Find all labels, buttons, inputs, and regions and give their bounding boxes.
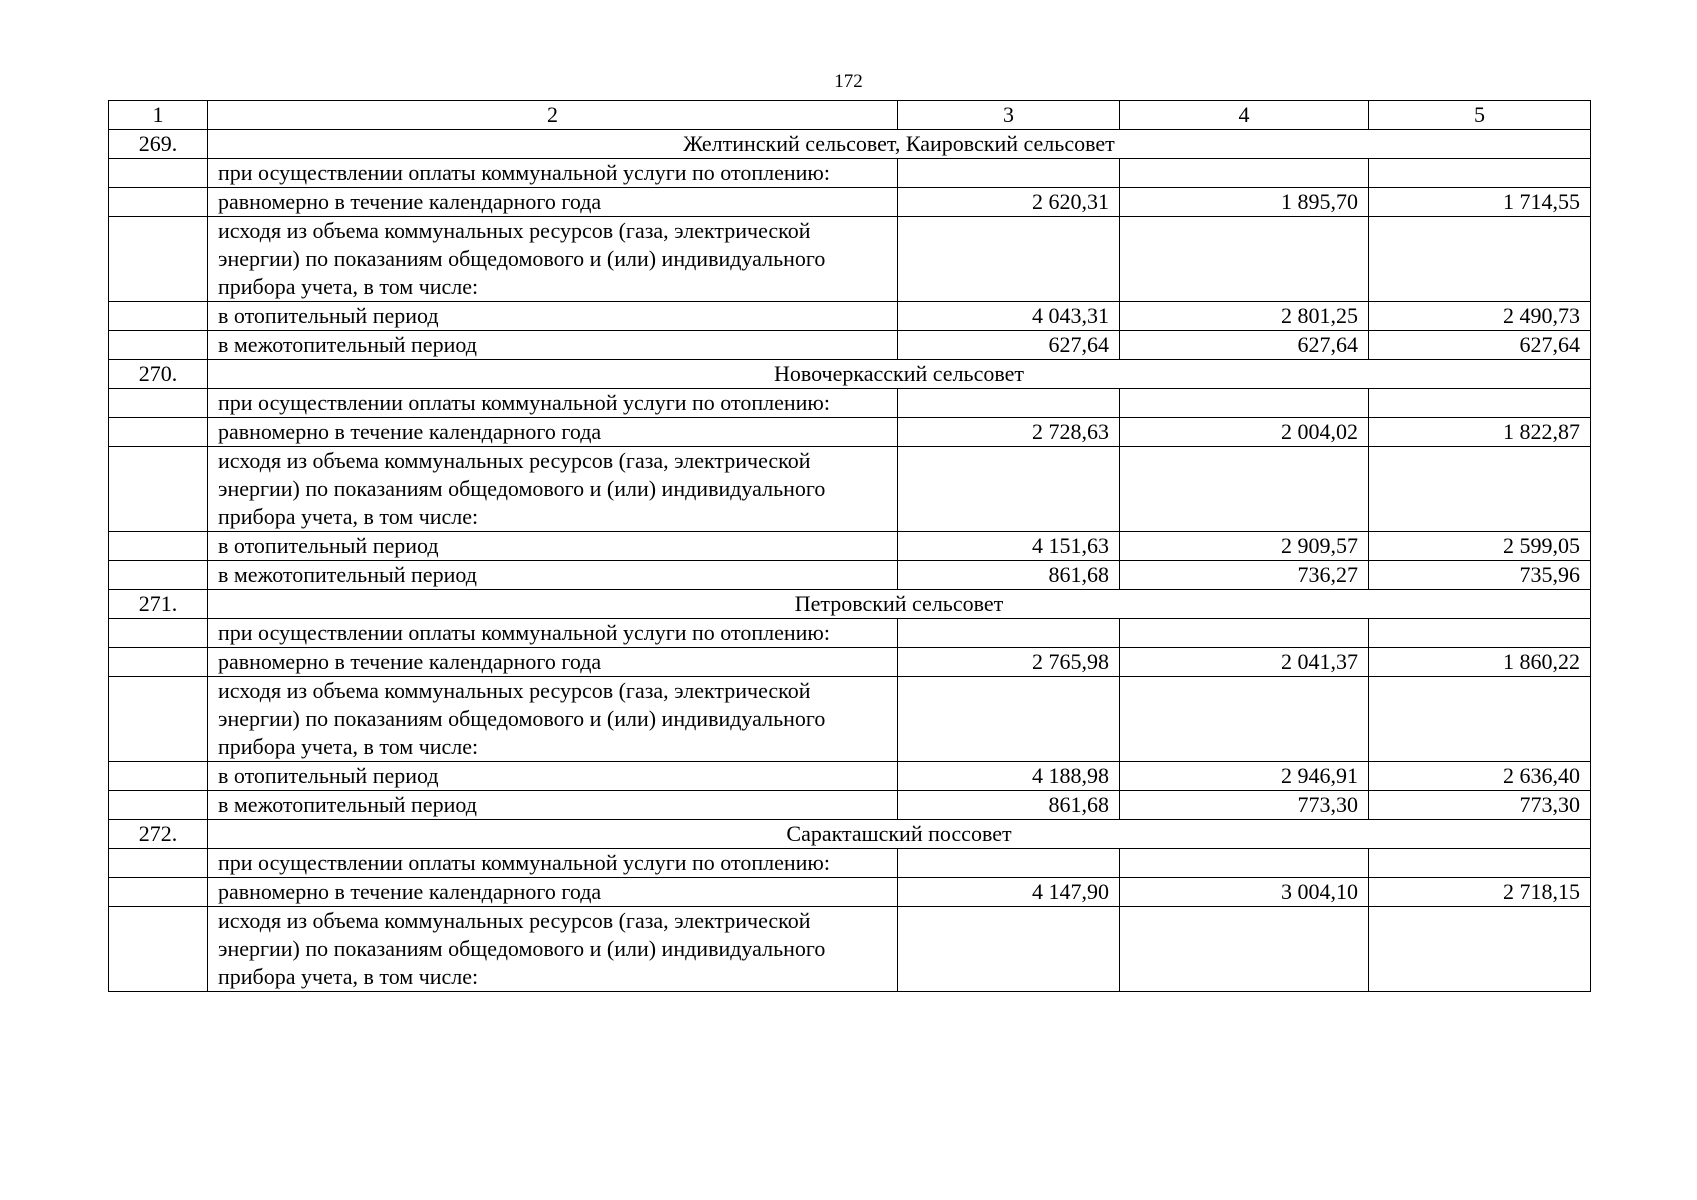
value-col-3: [898, 159, 1120, 188]
value-col-4: [1120, 159, 1369, 188]
table-row: [109, 159, 1591, 188]
table-row: [109, 217, 1591, 302]
value-col-4: [1120, 677, 1369, 762]
table-row: [109, 791, 1591, 820]
row-number-cell: [109, 849, 208, 878]
value-col-3: 4 188,98: [898, 762, 1120, 791]
row-number-cell: [109, 331, 208, 360]
value-col-5: 2 599,05: [1369, 532, 1591, 561]
value-col-3: [898, 447, 1120, 532]
table-row: [109, 619, 1591, 648]
row-description: исходя из объема коммунальных ресурсов (газа, электрической энергии) по показаниям общедомового и (или) индивидуального прибора учета, в том числе:: [208, 677, 898, 762]
table-row: [109, 677, 1591, 762]
row-number-cell: [109, 762, 208, 791]
row-number-cell: [109, 791, 208, 820]
table-row: [109, 447, 1591, 532]
value-col-5: [1369, 447, 1591, 532]
value-col-4: [1120, 217, 1369, 302]
row-description: в межотопительный период: [208, 331, 898, 360]
value-col-3: 2 765,98: [898, 648, 1120, 677]
page-number: 172: [834, 71, 863, 92]
value-col-5: [1369, 217, 1591, 302]
value-col-4: 2 004,02: [1120, 418, 1369, 447]
column-number-row: [109, 101, 1591, 130]
value-col-5: 773,30: [1369, 791, 1591, 820]
value-col-3: [898, 677, 1120, 762]
table-row: [109, 762, 1591, 791]
value-col-5: [1369, 907, 1591, 992]
row-number-cell: [109, 648, 208, 677]
value-col-4: 2 946,91: [1120, 762, 1369, 791]
row-description: в отопительный период: [208, 762, 898, 791]
row-description: равномерно в течение календарного года: [208, 418, 898, 447]
table-row: [109, 389, 1591, 418]
section-title: Новочеркасский сельсовет: [208, 360, 1591, 389]
value-col-3: [898, 849, 1120, 878]
section-number: 269.: [109, 130, 208, 159]
value-col-4: 773,30: [1120, 791, 1369, 820]
table-body: [109, 101, 1591, 992]
value-col-5: 2 718,15: [1369, 878, 1591, 907]
row-description: при осуществлении оплаты коммунальной услуги по отоплению:: [208, 849, 898, 878]
value-col-3: 2 728,63: [898, 418, 1120, 447]
row-description: при осуществлении оплаты коммунальной услуги по отоплению:: [208, 619, 898, 648]
value-col-5: [1369, 619, 1591, 648]
row-description: при осуществлении оплаты коммунальной услуги по отоплению:: [208, 389, 898, 418]
table-row: [109, 331, 1591, 360]
table-row: [109, 561, 1591, 590]
value-col-5: [1369, 849, 1591, 878]
table-row: [109, 418, 1591, 447]
section-title: Петровский сельсовет: [208, 590, 1591, 619]
value-col-4: 3 004,10: [1120, 878, 1369, 907]
table-row: [109, 188, 1591, 217]
value-col-3: 861,68: [898, 561, 1120, 590]
row-number-cell: [109, 389, 208, 418]
row-number-cell: [109, 532, 208, 561]
section-header-row: [109, 590, 1591, 619]
row-number-cell: [109, 878, 208, 907]
table-row: [109, 907, 1591, 992]
column-header-5: 5: [1369, 101, 1591, 130]
row-description: равномерно в течение календарного года: [208, 648, 898, 677]
row-number-cell: [109, 188, 208, 217]
value-col-5: [1369, 677, 1591, 762]
table-row: [109, 302, 1591, 331]
value-col-5: [1369, 159, 1591, 188]
column-header-3: 3: [898, 101, 1120, 130]
value-col-4: 627,64: [1120, 331, 1369, 360]
section-number: 270.: [109, 360, 208, 389]
row-number-cell: [109, 159, 208, 188]
value-col-4: [1120, 389, 1369, 418]
value-col-3: 4 147,90: [898, 878, 1120, 907]
table-row: [109, 849, 1591, 878]
value-col-3: 2 620,31: [898, 188, 1120, 217]
value-col-3: [898, 389, 1120, 418]
column-header-4: 4: [1120, 101, 1369, 130]
value-col-3: [898, 907, 1120, 992]
value-col-4: [1120, 619, 1369, 648]
value-col-4: 736,27: [1120, 561, 1369, 590]
row-description: в отопительный период: [208, 532, 898, 561]
value-col-3: [898, 619, 1120, 648]
value-col-5: 627,64: [1369, 331, 1591, 360]
row-description: в межотопительный период: [208, 561, 898, 590]
column-header-2: 2: [208, 101, 898, 130]
value-col-4: 2 909,57: [1120, 532, 1369, 561]
section-number: 271.: [109, 590, 208, 619]
tariff-table: [108, 100, 1591, 992]
value-col-4: 1 895,70: [1120, 188, 1369, 217]
section-header-row: [109, 130, 1591, 159]
value-col-5: [1369, 389, 1591, 418]
section-header-row: [109, 820, 1591, 849]
value-col-5: 1 860,22: [1369, 648, 1591, 677]
row-number-cell: [109, 561, 208, 590]
value-col-4: 2 041,37: [1120, 648, 1369, 677]
row-description: при осуществлении оплаты коммунальной услуги по отоплению:: [208, 159, 898, 188]
row-description: в межотопительный период: [208, 791, 898, 820]
section-title: Желтинский сельсовет, Каировский сельсовет: [208, 130, 1591, 159]
row-description: равномерно в течение календарного года: [208, 188, 898, 217]
section-title: Саракташский поссовет: [208, 820, 1591, 849]
section-header-row: [109, 360, 1591, 389]
row-number-cell: [109, 302, 208, 331]
table-row: [109, 648, 1591, 677]
section-number: 272.: [109, 820, 208, 849]
column-header-1: 1: [109, 101, 208, 130]
row-number-cell: [109, 447, 208, 532]
row-number-cell: [109, 418, 208, 447]
value-col-3: [898, 217, 1120, 302]
value-col-5: 2 636,40: [1369, 762, 1591, 791]
value-col-4: 2 801,25: [1120, 302, 1369, 331]
value-col-4: [1120, 849, 1369, 878]
row-number-cell: [109, 907, 208, 992]
value-col-5: 2 490,73: [1369, 302, 1591, 331]
row-description: исходя из объема коммунальных ресурсов (газа, электрической энергии) по показаниям общедомового и (или) индивидуального прибора учета, в том числе:: [208, 907, 898, 992]
row-number-cell: [109, 217, 208, 302]
row-description: исходя из объема коммунальных ресурсов (газа, электрической энергии) по показаниям общедомового и (или) индивидуального прибора учета, в том числе:: [208, 447, 898, 532]
table-row: [109, 878, 1591, 907]
row-description: равномерно в течение календарного года: [208, 878, 898, 907]
row-description: исходя из объема коммунальных ресурсов (газа, электрической энергии) по показаниям общедомового и (или) индивидуального прибора учета, в том числе:: [208, 217, 898, 302]
value-col-3: 4 043,31: [898, 302, 1120, 331]
value-col-3: 4 151,63: [898, 532, 1120, 561]
value-col-4: [1120, 907, 1369, 992]
value-col-5: 735,96: [1369, 561, 1591, 590]
row-number-cell: [109, 619, 208, 648]
value-col-3: 861,68: [898, 791, 1120, 820]
table-row: [109, 532, 1591, 561]
row-number-cell: [109, 677, 208, 762]
value-col-5: 1 822,87: [1369, 418, 1591, 447]
row-description: в отопительный период: [208, 302, 898, 331]
value-col-3: 627,64: [898, 331, 1120, 360]
value-col-4: [1120, 447, 1369, 532]
value-col-5: 1 714,55: [1369, 188, 1591, 217]
